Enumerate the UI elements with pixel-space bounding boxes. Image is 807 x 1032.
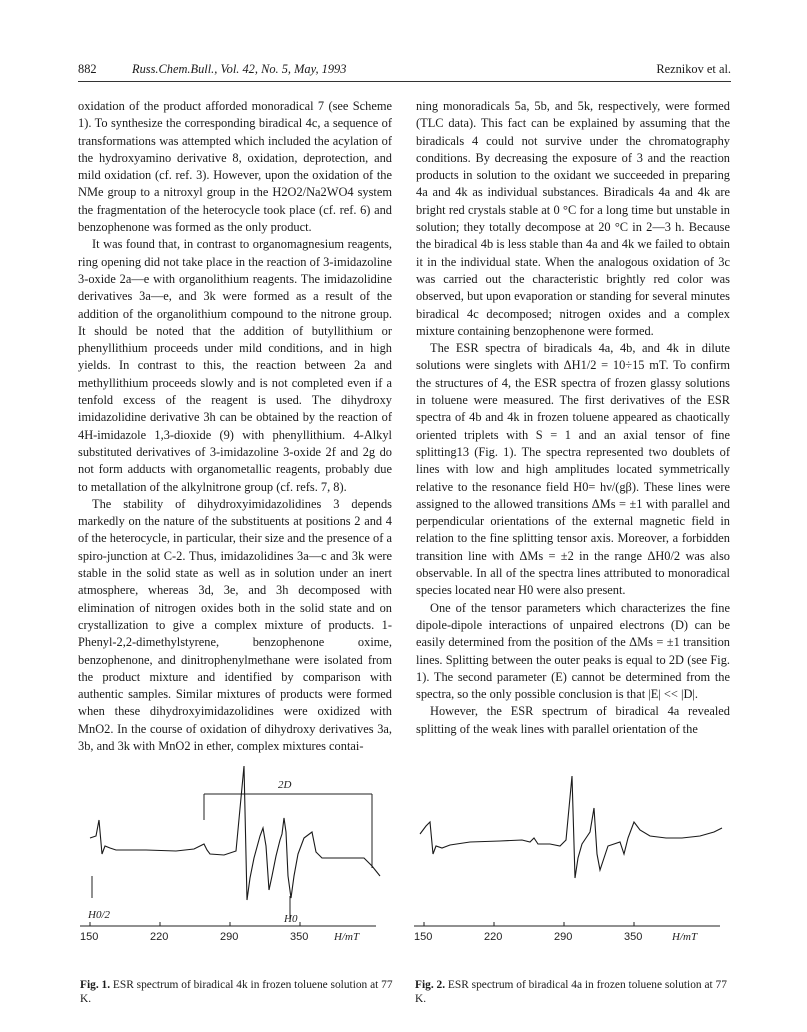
fig1-caption-label: Fig. 1. — [80, 979, 111, 991]
fig2-tick-label: 150 — [414, 931, 433, 943]
journal-citation: Russ.Chem.Bull., Vol. 42, No. 5, May, 1993 — [132, 62, 347, 76]
figure-1-caption — [80, 978, 398, 1006]
fig1-caption-text: ESR spectrum of biradical 4k in frozen toluene solution at 77 K. — [80, 979, 393, 1005]
fig1-tick-label: 150 — [80, 931, 99, 943]
left-column — [78, 98, 392, 755]
figure-1 — [76, 758, 400, 978]
fig2-axis-unit: H/mT — [672, 931, 698, 943]
fig2-tick-label: 290 — [554, 931, 573, 943]
page-number: 882 — [78, 62, 97, 76]
fig1-tick-label: 220 — [150, 931, 169, 943]
fig1-h0-label: H0 — [284, 913, 298, 925]
paragraph: However, the ESR spectrum of biradical 4a revealed splitting of the weak lines with parallel orientation of the — [416, 704, 730, 736]
running-header — [78, 60, 731, 78]
paragraph: One of the tensor parameters which characterizes the fine dipole-dipole interactions of unpaired electrons (D) can be easily determined from the position of the ΔMs = ±1 transition lines. Splitting between the outer peaks is equal to 2D (see Fig. 1). The second parameter (E) cannot be determined from the spectra, so the only possible conclusion is that |E| << |D|. — [416, 600, 730, 702]
fig1-tick-label: 350 — [290, 931, 309, 943]
right-column — [416, 98, 730, 738]
fig2-caption-text: ESR spectrum of biradical 4a in frozen toluene solution at 77 K. — [415, 979, 727, 1005]
figure-2-spectrum — [410, 758, 735, 978]
figure-2 — [410, 758, 735, 978]
fig1-trace — [90, 766, 380, 900]
running-authors: Reznikov et al. — [656, 62, 731, 76]
fig2-trace — [420, 776, 722, 878]
fig2-tick-label: 220 — [484, 931, 503, 943]
paragraph: The stability of dihydroxyimidazolidines 3 depends markedly on the nature of the substituents at positions 2 and 4 of the heterocycle, in particular, their size and the presence of a spiro-junction at C-2. Thus, imidazolidines 3a—c and 3k were stable in the solid state as well as in solution under an inert atmosphere, whereas 3d, 3e, and 3h decomposed with elimination of nitrogen oxides both in the solid state and on crystallization to give a complex mixture of products. 1-Phenyl-2,2-dimethylstyrene, benzophenone oxime, benzophenone, and dinitrophenylmethane were isolated from the product mixture and identified by comparison with authentic samples. Similar mixtures of products were formed when these dihydroxyimidazolidines were oxidized with MnO2. In the course of oxidation of dihydroxy derivatives 3a, 3b, and 3k with MnO2 in ether, complex mixtures contai- — [78, 496, 392, 753]
fig2-tick-label: 350 — [624, 931, 643, 943]
paragraph: oxidation of the product afforded monoradical 7 (see Scheme 1). To synthesize the corresponding biradical 4c, a sequence of transformations was attempted which included the acylation of the hydroxyamino derivative 8, oxidation, deprotection, and mild oxidation (cf. ref. 3). However, upon the oxidation of the NMe group to a nitroxyl group in the H2O2/Na2WO4 system the fragmentation of the heterocycle took place (cf. ref. 6) and benzophenone was formed as the only product. — [78, 99, 392, 235]
fig1-h0half-label: H0/2 — [88, 909, 110, 921]
fig2-caption-label: Fig. 2. — [415, 979, 446, 991]
fig1-2d-label: 2D — [278, 779, 292, 791]
paragraph: ning monoradicals 5a, 5b, and 5k, respectively, were formed (TLC data). This fact can be explained by assuming that the biradicals 4 could not survive under the chromatography conditions. By decreasing the exposure of 3 and the reaction products in solution to the oxidant we succeeded in preparing 4a and 4k as individual substances. Biradicals 4a and 4k are bright red crystals stable at 0 °C for a long time but unstable in solution; they totally decompose at 20 °C in 2—3 h. Because the biradical 4b is less stable than 4a and 4k we failed to obtain it in the individual state. When the analogous oxidation of 3c was carried out the characteristic brightly red color was observed, but upon evaporation or standing for several minutes biradical 4c decomposed; nitrogen oxides and a complex mixture containing benzophenone were formed. — [416, 99, 730, 338]
paragraph: It was found that, in contrast to organomagnesium reagents, ring opening did not take place in the reaction of 3-imidazoline 3-oxide 2a—e with organolithium reagents. The imidazolidine derivatives 3a—e, and 3k were formed as a result of the addition of the organolithium compound to the nitrone group. It should be noted that the addition of butyllithium or phenyllithium proceeds under mild conditions, and in high yields. In contrast to this, the reaction between 2a and methyllithium proceeds slowly and is not completed even if a tenfold excess of the reagent is used. The dihydroxy imidazolidine derivative 3h can be obtained by the reaction of 4H-imidazole 1,3-dioxide (9) with phenyllithium. 4-Alkyl substituted derivatives of 3-imidazoline 3-oxide 2f and 2g do not form adducts with organometallic reagents, probably due to metallation of the alkylnitrone group (cf. refs. 7, 8). — [78, 237, 392, 494]
figure-1-spectrum — [76, 758, 400, 978]
header-rule — [78, 81, 731, 82]
figure-2-caption — [415, 978, 733, 1006]
fig1-axis-unit: H/mT — [334, 931, 360, 943]
paragraph: The ESR spectra of biradicals 4a, 4b, and 4k in dilute solutions were singlets with ΔH1/2 = 10÷15 mT. To confirm the structures of 4, the ESR spectra of frozen glassy solutions in toluene were measured. The first derivatives of the ESR spectra of 4b and 4k in frozen toluene appeared as chaotically oriented triplets with S = 1 and an axial tensor of fine splitting13 (Fig. 1). The spectra represented two doublets of lines with low and high amplitudes located symmetrically relative to the resonance field H0= hν/(gβ). These lines were assigned to the allowed transitions ΔMs = ±1 with parallel and perpendicular orientations of the external magnetic field in relation to the fine splitting tensor axis. Moreover, a forbidden transition line with ΔMs = ±2 in the range ΔH0/2 was also observable. In all of the spectra lines attributed to monoradical species located near H0 were also present. — [416, 341, 730, 598]
fig1-tick-label: 290 — [220, 931, 239, 943]
